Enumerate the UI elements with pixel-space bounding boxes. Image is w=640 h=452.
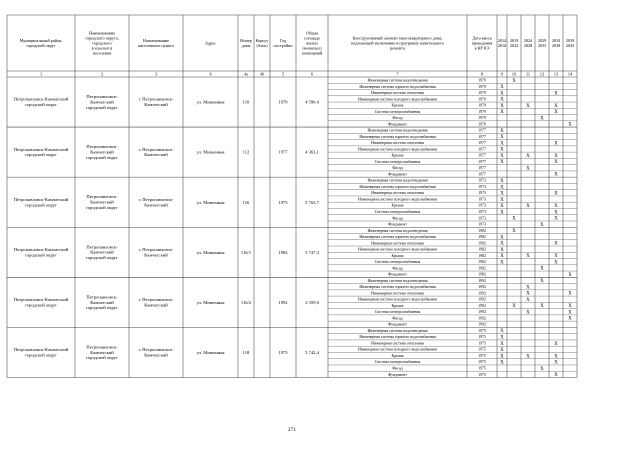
address-street: ул. Мишенная [196, 299, 225, 305]
element-year: 1977 [478, 159, 486, 164]
structural-element: Инженерная система водоотведения [367, 328, 428, 333]
header-structural-element: ремонта [390, 45, 405, 51]
period-mark: X [500, 110, 504, 116]
settlement-name: городской округ [86, 255, 118, 261]
locality-name: г. Петропавловск- [138, 347, 174, 353]
header-area: помещений [301, 50, 323, 56]
period-mark: X [554, 103, 558, 109]
structural-element: Фундамент [388, 322, 407, 327]
column-number: 7 [396, 71, 399, 77]
structural-element: Крыша [391, 253, 404, 258]
period-mark: X [554, 360, 558, 366]
element-year: 1977 [478, 141, 486, 146]
address-street: ул. Мишенная [196, 149, 225, 155]
structural-element: Инженерная система водоотведения [367, 78, 428, 83]
build-year: 1973 [278, 199, 288, 205]
header-locality: Наименование [142, 37, 170, 43]
element-year: 1973 [478, 197, 486, 202]
period-mark: X [568, 304, 572, 310]
element-year: 1975 [478, 366, 486, 371]
header-period: 2016 [497, 42, 507, 48]
locality-name: г. Петропавловск- [138, 297, 174, 303]
period-mark: X [540, 116, 544, 122]
period-mark: X [554, 260, 558, 266]
element-year: 1992 [478, 291, 486, 296]
period-mark: X [554, 91, 558, 97]
header-period: 2043 [565, 42, 575, 48]
period-mark: X [554, 254, 558, 260]
element-year: 1977 [478, 128, 486, 133]
period-mark: X [500, 128, 504, 134]
structural-element: Инженерная система водоотведения [367, 228, 428, 233]
structural-element: Инженерная система горячего водоснабжения [359, 134, 436, 139]
element-year: 1992 [478, 316, 486, 321]
element-year: 1992 [478, 285, 486, 290]
header-period: 2022 [509, 42, 519, 48]
period-mark: X [554, 216, 558, 222]
header-build-year: Год [279, 37, 287, 43]
element-year: 1982 [478, 260, 486, 265]
total-area: 4 363,1 [305, 149, 319, 155]
period-mark: X [500, 147, 504, 153]
house-number: 110 [242, 99, 250, 105]
period-mark: X [554, 373, 558, 379]
structural-element: Инженерная система горячего водоснабжения [359, 335, 436, 340]
element-year: 1973 [478, 216, 486, 221]
structural-element: Фундамент [388, 222, 407, 227]
structural-element: Инженерная система водоотведения [367, 128, 428, 133]
municipal-district: Петропавловск-Камчатский [13, 347, 69, 353]
header-inclusion-date: проведения [471, 40, 493, 46]
period-mark: X [500, 85, 504, 91]
house-number: 116 [242, 199, 250, 205]
structural-element: Фасад [392, 166, 403, 171]
header-period: 2039 [565, 37, 575, 43]
period-mark: X [568, 310, 572, 316]
period-mark: X [500, 185, 504, 191]
element-year: 1982 [478, 272, 486, 277]
settlement-name: Петропавловск- [86, 244, 118, 250]
settlement-name: городской округ [86, 355, 118, 361]
municipal-district: Петропавловск-Камчатский [13, 96, 69, 102]
structural-element: Система электроснабжения [374, 260, 421, 265]
settlement-name: Петропавловск- [86, 294, 118, 300]
column-number: 8 [480, 71, 484, 77]
period-mark: X [554, 160, 558, 166]
header-address: Адрес [204, 40, 217, 46]
structural-element: Крыша [391, 103, 404, 108]
structural-element: Крыша [391, 303, 404, 308]
build-year: 1982 [278, 249, 288, 255]
element-year: 1975 [478, 328, 486, 333]
header-area: (нежилых) [302, 45, 322, 51]
structural-element: Инженерная система отопления [371, 141, 424, 146]
column-number: 4а [244, 71, 248, 77]
structural-element: Инженерная система холодного водоснабжения [358, 147, 437, 152]
column-number: 4б [259, 71, 265, 77]
element-year: 1982 [478, 253, 486, 258]
structural-element: Инженерная система холодного водоснабжения [358, 347, 437, 352]
column-number: 5 [281, 71, 285, 77]
structural-element: Инженерная система водоотведения [367, 278, 428, 283]
municipal-district: Петропавловск-Камчатский [13, 297, 69, 303]
period-mark: X [526, 103, 530, 109]
period-mark: X [500, 153, 504, 159]
element-year: 1992 [478, 297, 486, 302]
period-mark: X [554, 141, 558, 147]
period-mark: X [526, 310, 530, 316]
structural-element: Инженерная система водоотведения [367, 178, 428, 183]
header-settlement: поселения [92, 50, 112, 56]
period-mark: X [540, 366, 544, 372]
header-settlement: (сельского) [91, 45, 113, 51]
house-number: 118 [242, 350, 250, 356]
period-mark: X [500, 204, 504, 210]
locality-name: Камчатский [144, 102, 168, 108]
period-mark: X [554, 191, 558, 197]
element-year: 1982 [478, 247, 486, 252]
municipal-district: городской округ [25, 102, 57, 108]
locality-name: Камчатский [144, 252, 168, 258]
structural-element: Крыша [391, 203, 404, 208]
header-period: 2019 [509, 37, 519, 43]
house-number: 116/1 [240, 249, 252, 255]
period-mark: X [500, 91, 504, 97]
period-mark: X [526, 354, 530, 360]
element-year: 1973 [478, 191, 486, 196]
element-year: 1979 [478, 103, 486, 108]
period-mark: X [500, 197, 504, 203]
period-mark: X [540, 266, 544, 272]
total-area: 3 359,0 [305, 299, 319, 305]
municipal-district: городской округ [25, 302, 57, 308]
period-mark: X [526, 291, 530, 297]
period-mark: X [512, 216, 516, 222]
total-area: 5 763,7 [305, 199, 319, 205]
structural-element: Фундамент [388, 172, 407, 177]
locality-name: Камчатский [144, 202, 168, 208]
structural-element: Инженерная система отопления [371, 241, 424, 246]
settlement-name: городской округ [86, 154, 118, 160]
period-mark: X [540, 304, 544, 310]
structural-element: Крыша [391, 353, 404, 358]
locality-name: Камчатский [144, 152, 168, 158]
column-number: 13 [553, 71, 559, 77]
header-area: Общая [305, 30, 319, 36]
structural-element: Фасад [392, 366, 403, 371]
period-mark: X [526, 254, 530, 260]
total-area: 5 747,3 [305, 249, 319, 255]
element-year: 1982 [478, 241, 486, 246]
element-year: 1979 [478, 84, 486, 89]
period-mark: X [512, 229, 516, 235]
element-year: 1992 [478, 278, 486, 283]
structural-element: Система электроснабжения [374, 209, 421, 214]
period-mark: X [540, 279, 544, 285]
period-mark: X [500, 247, 504, 253]
header-structural-element: Конструктивный элемент многоквартирного дома, [352, 35, 443, 41]
period-mark: X [568, 122, 572, 128]
element-year: 1973 [478, 209, 486, 214]
element-year: 1977 [478, 172, 486, 177]
address-street: ул. Мишенная [196, 199, 225, 205]
settlement-name: Петропавловск- [86, 344, 118, 350]
column-number: 12 [539, 71, 545, 77]
column-number: 11 [525, 71, 531, 77]
column-number: 9 [500, 71, 504, 77]
period-mark: X [500, 335, 504, 341]
header-settlement: Наименование [88, 30, 116, 36]
element-year: 1973 [478, 222, 486, 227]
address-street: ул. Мишенная [196, 99, 225, 105]
header-period: 2029 [537, 37, 547, 43]
structural-element: Инженерная система холодного водоснабжения [358, 97, 437, 102]
structural-element: Инженерная система холодного водоснабжения [358, 297, 437, 302]
period-mark: X [500, 360, 504, 366]
element-year: 1979 [478, 97, 486, 102]
period-mark: X [554, 354, 558, 360]
structural-element: Крыша [391, 153, 404, 158]
period-mark: X [500, 135, 504, 141]
element-year: 1979 [478, 78, 486, 83]
settlement-name: Камчатский [90, 299, 114, 305]
element-year: 1973 [478, 184, 486, 189]
period-mark: X [500, 141, 504, 147]
settlement-name: Камчатский [90, 199, 114, 205]
period-mark: X [526, 297, 530, 303]
header-period: 2033 [537, 42, 547, 48]
structural-element: Инженерная система отопления [371, 341, 424, 346]
element-year: 1977 [478, 147, 486, 152]
settlement-name: городской округ [86, 104, 118, 110]
build-year: 1975 [278, 350, 288, 356]
municipal-district: городской округ [25, 202, 57, 208]
header-build-year: постройки [273, 42, 293, 48]
element-year: 1992 [478, 310, 486, 315]
column-number: 6 [310, 71, 314, 77]
element-year: 1992 [478, 322, 486, 327]
municipal-district: городской округ [25, 352, 57, 358]
element-year: 1979 [478, 91, 486, 96]
structural-element: Инженерная система горячего водоснабжения [359, 184, 436, 189]
period-mark: X [500, 178, 504, 184]
period-mark: X [500, 254, 504, 260]
structural-element: Инженерная система горячего водоснабжения [359, 235, 436, 240]
structural-element: Инженерная система отопления [371, 291, 424, 296]
municipal-district: Петропавловск-Камчатский [13, 246, 69, 252]
element-year: 1975 [478, 341, 486, 346]
element-year: 1992 [478, 303, 486, 308]
header-settlement: городского округа, [85, 35, 119, 41]
structural-element: Фундамент [388, 122, 407, 127]
element-year: 1973 [478, 203, 486, 208]
settlement-name: городской округ [86, 205, 118, 210]
header-period: 2014 [497, 37, 507, 43]
structural-element: Фасад [392, 216, 403, 221]
header-period: 2034 [551, 37, 561, 43]
structural-element: Система электроснабжения [374, 159, 421, 164]
period-mark: X [554, 110, 558, 116]
structural-element: Фасад [392, 266, 403, 271]
period-mark: X [568, 316, 572, 322]
structural-element: Фасад [392, 116, 403, 121]
period-mark: X [500, 241, 504, 247]
column-number: 4 [209, 71, 212, 77]
locality-name: г. Петропавловск- [138, 96, 174, 102]
period-mark: X [554, 204, 558, 210]
element-year: 1979 [478, 122, 486, 127]
period-mark: X [526, 153, 530, 159]
structural-element: Система электроснабжения [374, 310, 421, 315]
total-area: 4 590,4 [305, 99, 319, 105]
total-area: 5 742,4 [305, 350, 319, 356]
period-mark: X [500, 348, 504, 354]
period-mark: X [526, 204, 530, 210]
period-mark: X [500, 103, 504, 109]
municipal-district: городской округ [25, 152, 57, 158]
structural-element: Фасад [392, 316, 403, 321]
header-locality: населенного пункта [138, 42, 174, 48]
period-mark: X [500, 97, 504, 103]
period-mark: X [554, 210, 558, 216]
header-period: 2024 [523, 37, 533, 43]
period-mark: X [500, 260, 504, 266]
header-building: (блок) [256, 42, 268, 48]
header-area: площадь [304, 35, 320, 41]
element-year: 1973 [478, 178, 486, 183]
period-mark: X [500, 329, 504, 335]
header-structural-element: подлежащий включению в программу капитального [350, 40, 445, 46]
header-inclusion-date: в КР КЭ [474, 45, 490, 51]
settlement-name: Петропавловск- [86, 194, 118, 200]
element-year: 1977 [478, 134, 486, 139]
house-number: 112 [242, 149, 250, 155]
period-mark: X [568, 291, 572, 297]
header-settlement: городского [92, 40, 112, 46]
build-year: 1979 [278, 99, 288, 105]
municipal-district: Петропавловск-Камчатский [13, 146, 69, 152]
structural-element: Инженерная система горячего водоснабжения [359, 285, 436, 290]
period-mark: X [554, 172, 558, 178]
column-number: 1 [39, 71, 43, 77]
period-mark: X [500, 354, 504, 360]
header-house-number: дома [241, 42, 251, 48]
element-year: 1975 [478, 360, 486, 365]
element-year: 1982 [478, 235, 486, 240]
column-number: 2 [100, 71, 104, 77]
period-mark: X [554, 341, 558, 347]
locality-name: г. Петропавловск- [138, 196, 174, 202]
structural-element: Инженерная система холодного водоснабжения [358, 197, 437, 202]
element-year: 1982 [478, 228, 486, 233]
settlement-name: Камчатский [90, 349, 114, 355]
locality-name: Камчатский [144, 302, 168, 308]
settlement-name: Камчатский [90, 99, 114, 105]
period-mark: X [554, 241, 558, 247]
column-number: 10 [511, 71, 517, 77]
period-mark: X [512, 78, 516, 84]
settlement-name: городской округ [86, 305, 118, 311]
element-year: 1977 [478, 166, 486, 171]
period-mark: X [500, 210, 504, 216]
header-municipal: Муниципальный район, [19, 37, 63, 43]
header-building: Корпус [255, 37, 269, 43]
header-inclusion-date: Дата ввоса [472, 35, 492, 41]
period-mark: X [512, 304, 516, 310]
structural-element: Система электроснабжения [374, 109, 421, 114]
header-municipal: городской округ [26, 42, 56, 48]
structural-element: Система электроснабжения [374, 360, 421, 365]
settlement-name: Петропавловск- [86, 94, 118, 100]
column-number: 3 [154, 71, 158, 77]
period-mark: X [500, 191, 504, 197]
period-mark: X [568, 272, 572, 278]
header-period: 2038 [551, 42, 561, 48]
address-street: ул. Мишенная [196, 350, 225, 356]
settlement-name: Петропавловск- [86, 144, 118, 150]
locality-name: г. Петропавловск- [138, 146, 174, 152]
period-mark: X [540, 222, 544, 228]
address-street: ул. Мишенная [196, 249, 225, 255]
element-year: 1979 [478, 109, 486, 114]
structural-element: Фундамент [388, 272, 407, 277]
element-year: 1979 [478, 116, 486, 121]
period-mark: X [554, 153, 558, 159]
period-mark: X [526, 166, 530, 172]
locality-name: г. Петропавловск- [138, 246, 174, 252]
element-year: 1975 [478, 353, 486, 358]
structural-element: Фундамент [388, 372, 407, 377]
settlement-name: Камчатский [90, 149, 114, 155]
period-mark: X [500, 235, 504, 241]
element-year: 1975 [478, 347, 486, 352]
structural-element: Инженерная система отопления [371, 91, 424, 96]
period-mark: X [500, 341, 504, 347]
structural-element: Инженерная система горячего водоснабжения [359, 84, 436, 89]
element-year: 1975 [478, 372, 486, 377]
house-number: 116/2 [240, 299, 252, 305]
header-period: 2028 [523, 42, 533, 48]
structural-element: Инженерная система холодного водоснабжения [358, 247, 437, 252]
element-year: 1975 [478, 335, 486, 340]
page-number: 271 [287, 427, 297, 433]
structural-element: Инженерная система отопления [371, 191, 424, 196]
header-house-number: Номер [240, 37, 252, 43]
build-year: 1977 [278, 149, 288, 155]
municipal-district: Петропавловск-Камчатский [13, 196, 69, 202]
settlement-name: Камчатский [90, 249, 114, 255]
period-mark: X [526, 285, 530, 291]
element-year: 1982 [478, 266, 486, 271]
header-area: жилых [305, 40, 319, 46]
element-year: 1977 [478, 153, 486, 158]
column-number: 14 [567, 71, 573, 77]
locality-name: Камчатский [144, 352, 168, 358]
municipal-district: городской округ [25, 252, 57, 258]
period-mark: X [500, 160, 504, 166]
build-year: 1992 [278, 299, 288, 305]
